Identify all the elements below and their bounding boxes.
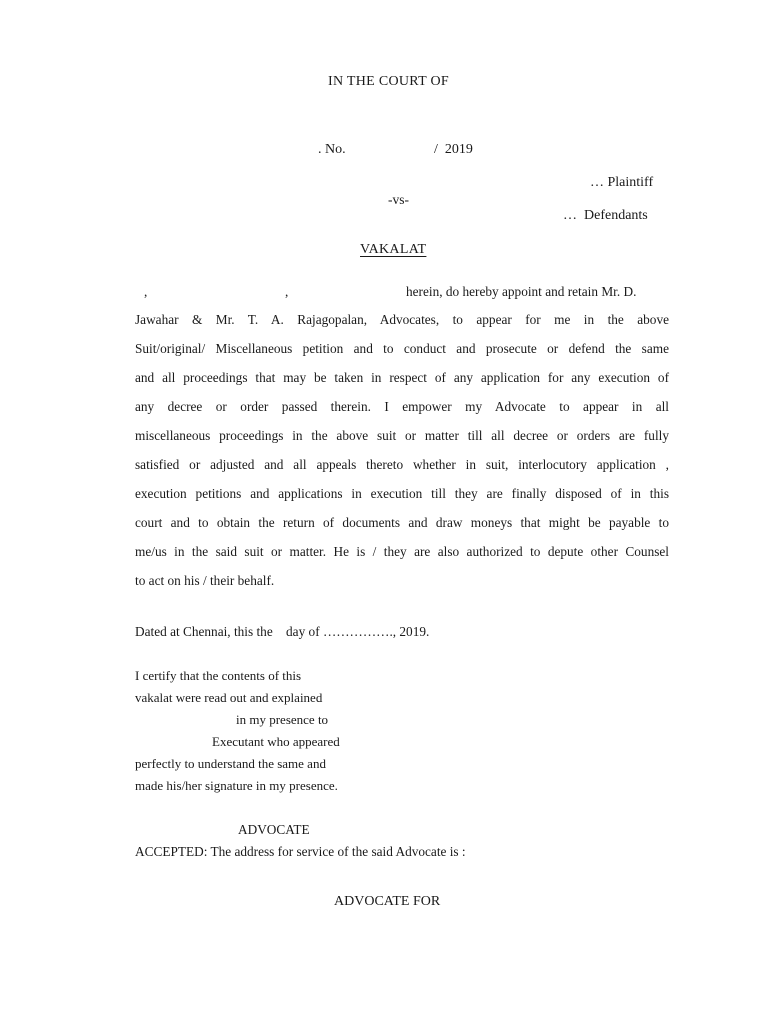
body-line: execution petitions and applications in execution till they are finally disposed of in this — [135, 486, 669, 501]
certificate-line: I certify that the contents of this — [135, 668, 302, 683]
body-line: Jawahar & Mr. T. A. Rajagopalan, Advocates, to appear for me in the above — [135, 312, 669, 327]
certificate-line: perfectly to understand the same and — [135, 756, 326, 771]
party-comma-1: , — [144, 284, 148, 299]
case-number-prefix: . No. — [318, 142, 346, 157]
certificate-line: in my presence to — [236, 712, 329, 727]
defendants-label: … Defendants — [563, 208, 648, 223]
body-line: satisfied or adjusted and all appeals thereto whether in suit, interlocutory application , — [135, 457, 669, 472]
certificate-line: Executant who appeared — [212, 734, 340, 749]
advocate-for-label: ADVOCATE FOR — [334, 894, 441, 909]
advocate-signature-label: ADVOCATE — [238, 822, 310, 837]
body-line: and all proceedings that may be taken in respect of any application for any execution of — [135, 370, 669, 385]
vakalat-body — [135, 305, 669, 595]
certificate-line: made his/her signature in my presence. — [135, 778, 338, 793]
appointment-first-line: herein, do hereby appoint and retain Mr. D. — [406, 284, 637, 299]
body-line: to act on his / their behalf. — [135, 573, 275, 588]
party-comma-2: , — [285, 284, 289, 299]
certificate-block — [135, 665, 340, 797]
court-title: IN THE COURT OF — [328, 74, 449, 89]
case-number-year: / 2019 — [434, 142, 473, 157]
certificate-line: vakalat were read out and explained — [135, 690, 323, 705]
body-line: miscellaneous proceedings in the above suit or matter till all decree or orders are fully — [135, 428, 669, 443]
versus-label: -vs- — [388, 192, 409, 207]
body-line: Suit/original/ Miscellaneous petition and to conduct and prosecute or defend the same — [135, 341, 669, 356]
accepted-line: ACCEPTED: The address for service of the said Advocate is : — [135, 844, 466, 859]
body-line: court and to obtain the return of documents and draw moneys that might be payable to — [135, 515, 669, 530]
body-line: me/us in the said suit or matter. He is / they are also authorized to depute other Counsel — [135, 544, 669, 559]
body-line: any decree or order passed therein. I empower my Advocate to appear in all — [135, 399, 669, 414]
document-title: VAKALAT — [360, 242, 427, 257]
plaintiff-label: … Plaintiff — [590, 175, 654, 190]
dated-line: Dated at Chennai, this the day of ……………., 2019. — [135, 624, 430, 639]
